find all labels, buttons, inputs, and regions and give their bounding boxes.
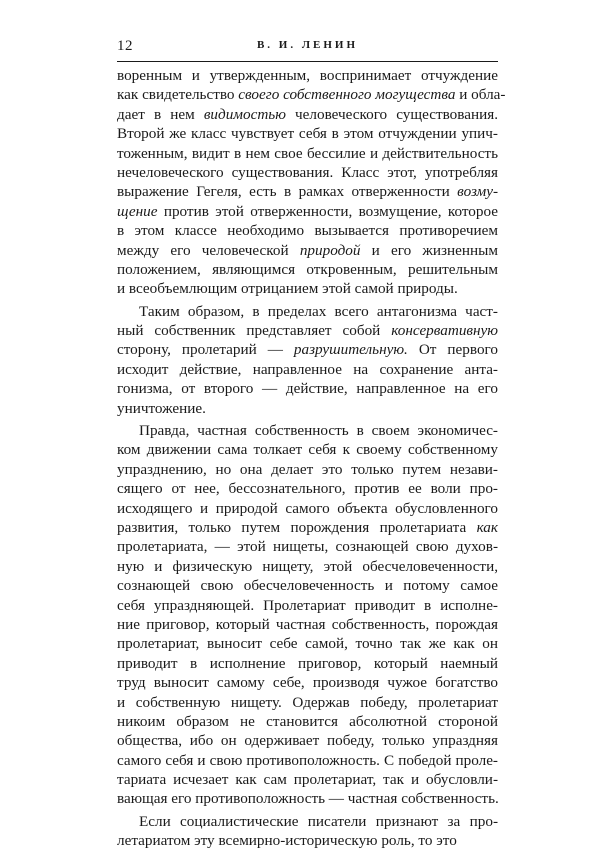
text-run: ный собственник представляет собой — [117, 322, 392, 340]
text-line — [117, 770, 498, 789]
text-line — [117, 789, 498, 808]
text-run: труд выносит самому себе, производя чужое богатство — [117, 674, 498, 692]
text-run: себя упраздняющей. Пролетариат приводит в исполне- — [117, 596, 498, 614]
text-line — [117, 260, 498, 279]
text-run: упразднению, но она делает это только путем незави- — [117, 460, 498, 478]
text-run: воренным и утвержденным, воспринимает отчуждение — [117, 67, 498, 84]
text-run: против этой отверженности, возмущение, которое — [157, 202, 498, 220]
text-line — [117, 321, 498, 340]
text-line — [117, 673, 498, 692]
text-run: между его человеческой — [117, 241, 300, 259]
text-line — [117, 557, 498, 576]
italic-emphasis: разрушительную. — [293, 341, 408, 359]
text-line — [117, 241, 498, 260]
text-run: исходящего и природой самого объекта обусловленного — [117, 499, 498, 517]
page-number: 12 — [117, 38, 133, 54]
text-line — [117, 712, 498, 731]
text-run: и обла- — [455, 86, 506, 104]
text-run: пролетариата, — этой нищеты, сознающей свою духов- — [117, 538, 498, 556]
text-line — [117, 634, 498, 653]
header-rule — [117, 61, 498, 62]
text-line — [117, 399, 498, 418]
text-run: От первого — [407, 341, 498, 359]
text-line — [117, 751, 498, 770]
text-run: Таким образом, в пределах всего антагонизма част- — [139, 302, 498, 320]
text-run: пролетариат, выносит себе самой, точно так же как он — [117, 635, 498, 653]
text-run: ком движении сама толкает себя к своему собственному — [117, 441, 498, 459]
text-run: и его жизненным — [360, 241, 498, 259]
text-line — [117, 202, 498, 221]
italic-emphasis: своего собственного могущества — [238, 86, 456, 104]
paragraph — [117, 421, 498, 809]
text-line — [117, 279, 498, 298]
text-line — [117, 654, 498, 673]
text-line — [117, 360, 498, 379]
italic-emphasis: щение — [117, 202, 158, 220]
text-run: исходит действие, направленное на сохранение анта- — [117, 360, 498, 378]
text-run: и всеобъемлющим отрицанием этой самой природы. — [117, 280, 458, 298]
body-text — [117, 66, 506, 850]
text-line — [117, 576, 498, 595]
text-line — [117, 518, 498, 537]
text-run: самого себя и свою противоположность. С победой проле- — [117, 751, 498, 769]
text-run: нечеловеческого существования. Класс этот, употребляя — [117, 163, 498, 181]
text-line — [117, 831, 498, 850]
text-run: дает в нем — [117, 105, 204, 123]
text-run: Второй же класс чувствует себя в этом отчуждении упич- — [117, 125, 498, 143]
text-run: тариата исчезает как сам пролетариат, так и обусловли- — [117, 771, 498, 789]
text-line — [117, 731, 498, 750]
text-run: ние приговор, который частная собственность, порождая — [117, 615, 498, 633]
italic-emphasis: как — [476, 518, 498, 536]
text-run: вающая его противоположность — частная собственность. — [117, 790, 499, 808]
text-line — [117, 124, 498, 143]
page-header — [117, 38, 498, 58]
text-line — [117, 615, 498, 634]
text-run: сторону, пролетарий — — [117, 341, 294, 359]
text-run: в этом классе необходимо вызывается противоречием — [117, 222, 498, 240]
text-run: развития, только путем порождения пролетариата — [117, 518, 477, 536]
text-line — [117, 302, 498, 321]
running-head: В. И. ЛЕНИН — [256, 39, 359, 51]
text-run: общества, ибо он одерживает победу, только упраздняя — [117, 732, 498, 750]
text-run: человеческого существования. — [285, 105, 498, 123]
text-line — [117, 85, 506, 104]
text-run: сознающей свою обесчеловеченность и потому самое — [117, 577, 498, 595]
text-line — [117, 479, 498, 498]
text-line — [117, 221, 498, 240]
text-run: положением, являющимся откровенным, решительным — [117, 260, 498, 278]
italic-emphasis: консервативную — [391, 322, 498, 340]
text-run: приводит в исполнение приговор, который наемный — [117, 654, 498, 672]
text-line — [117, 182, 498, 201]
text-line — [117, 596, 498, 615]
italic-emphasis: природой — [299, 241, 361, 259]
text-line — [117, 144, 498, 163]
text-run: уничтожение. — [117, 399, 206, 417]
text-line — [117, 340, 498, 359]
text-line — [117, 105, 498, 124]
italic-emphasis: видимостью — [203, 105, 286, 123]
text-run: тоженным, видит в нем свое бессилие и действительность — [117, 144, 498, 162]
text-line — [117, 693, 498, 712]
text-line — [117, 163, 498, 182]
text-line — [117, 66, 498, 85]
paragraph — [117, 302, 498, 418]
text-line — [117, 537, 498, 556]
text-run: и собственную нищету. Одержав победу, пролетариат — [117, 693, 498, 711]
text-run: Правда, частная собственность в своем экономичес- — [139, 422, 498, 440]
text-run: летариатом эту всемирно-историческую роль, то это — [117, 832, 457, 850]
text-line — [117, 379, 498, 398]
text-line — [117, 499, 498, 518]
paragraph — [117, 66, 506, 299]
text-line — [117, 460, 498, 479]
text-run: Если социалистические писатели признают за про- — [139, 812, 498, 830]
text-run: как свидетельство — [117, 86, 239, 104]
text-run: сящего от нее, бессознательного, против ее воли про- — [117, 480, 498, 498]
text-run: никоим образом не становится абсолютной стороной — [117, 712, 498, 730]
text-run: выражение Гегеля, есть в рамках отверженности — [117, 183, 458, 201]
text-run: ную и физическую нищету, этой обесчеловеченности, — [117, 557, 498, 575]
paragraph — [117, 812, 498, 851]
text-line — [117, 812, 498, 831]
text-line — [117, 440, 498, 459]
italic-emphasis: возму- — [457, 183, 498, 201]
text-line — [117, 421, 498, 440]
text-run: гонизма, от второго — действие, направленное на его — [117, 380, 498, 398]
